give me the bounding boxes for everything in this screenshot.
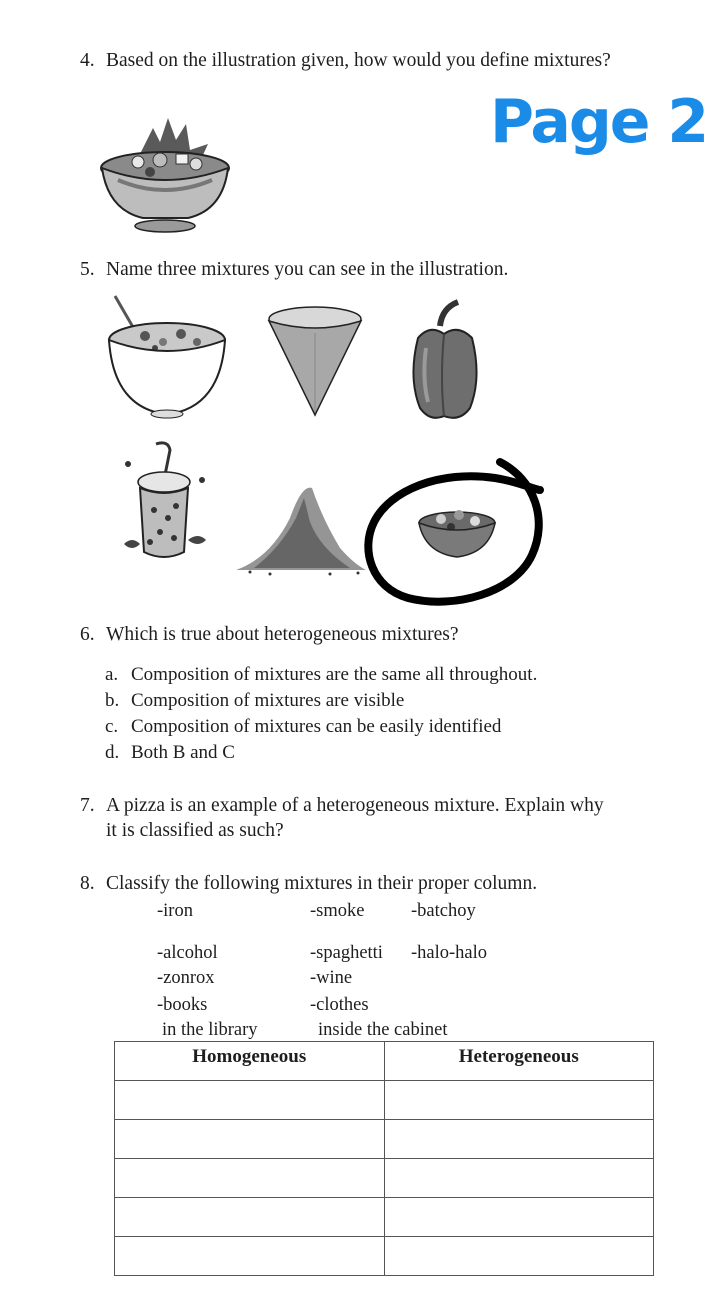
q4-text: Based on the illustration given, how would you define mixtures?	[106, 50, 611, 71]
table-row	[115, 1237, 654, 1276]
table-row	[115, 1120, 654, 1159]
q8-number: 8.	[80, 873, 95, 894]
classification-table	[114, 1041, 654, 1276]
header-homogeneous: Homogeneous	[115, 1042, 385, 1081]
q8-text: Classify the following mixtures in their proper column.	[106, 873, 538, 894]
item-spaghetti: -spaghetti	[310, 943, 383, 963]
item-clothes-continued: inside the cabinet	[318, 1020, 448, 1040]
bell-pepper-icon	[408, 298, 483, 423]
header-heterogeneous: Heterogeneous	[384, 1042, 654, 1081]
table-row	[115, 1081, 654, 1120]
q5-number: 5.	[80, 259, 95, 280]
q6-number: 6.	[80, 624, 95, 645]
q5-text: Name three mixtures you can see in the illustration.	[106, 259, 509, 280]
homogeneous-cell[interactable]	[115, 1120, 385, 1159]
homogeneous-cell[interactable]	[115, 1081, 385, 1120]
q6-option-b-letter: b.	[105, 690, 120, 711]
item-iron: -iron	[157, 901, 193, 921]
sand-pile-icon	[230, 478, 370, 578]
q7-line-2: it is classified as such?	[106, 820, 284, 841]
item-alcohol: -alcohol	[157, 943, 218, 963]
q6-option-d-text: Both B and C	[131, 742, 235, 763]
item-halo-halo: -halo-halo	[411, 943, 488, 963]
salad-bowl-icon	[98, 110, 233, 235]
heterogeneous-cell[interactable]	[384, 1159, 654, 1198]
q6-option-c-letter: c.	[105, 716, 119, 737]
homogeneous-cell[interactable]	[115, 1237, 385, 1276]
item-wine: -wine	[310, 968, 353, 988]
soup-bowl-icon	[105, 290, 230, 425]
q6-option-c-text: Composition of mixtures can be easily identified	[131, 716, 502, 737]
heterogeneous-cell[interactable]	[384, 1237, 654, 1276]
heterogeneous-cell[interactable]	[384, 1198, 654, 1237]
item-clothes: -clothes	[310, 995, 369, 1015]
circle-mark-icon	[360, 450, 550, 615]
ice-cream-cone-icon	[265, 305, 365, 420]
heterogeneous-cell[interactable]	[384, 1081, 654, 1120]
page-label: Page 2	[490, 87, 708, 157]
table-row	[115, 1159, 654, 1198]
table-row	[115, 1198, 654, 1237]
item-smoke: -smoke	[310, 901, 365, 921]
item-books-continued: in the library	[162, 1020, 258, 1040]
q6-text: Which is true about heterogeneous mixtures?	[106, 624, 459, 645]
item-books: -books	[157, 995, 208, 1015]
heterogeneous-cell[interactable]	[384, 1120, 654, 1159]
item-batchoy: -batchoy	[411, 901, 476, 921]
q6-option-a-letter: a.	[105, 664, 119, 685]
item-zonrox: -zonrox	[157, 968, 215, 988]
halo-halo-drink-icon	[118, 440, 210, 570]
q6-option-a-text: Composition of mixtures are the same all throughout.	[131, 664, 538, 685]
q6-option-b-text: Composition of mixtures are visible	[131, 690, 405, 711]
homogeneous-cell[interactable]	[115, 1198, 385, 1237]
q4-number: 4.	[80, 50, 95, 71]
homogeneous-cell[interactable]	[115, 1159, 385, 1198]
q6-option-d-letter: d.	[105, 742, 120, 763]
q7-number: 7.	[80, 795, 95, 816]
q7-line-1: A pizza is an example of a heterogeneous mixture. Explain why	[106, 795, 604, 816]
